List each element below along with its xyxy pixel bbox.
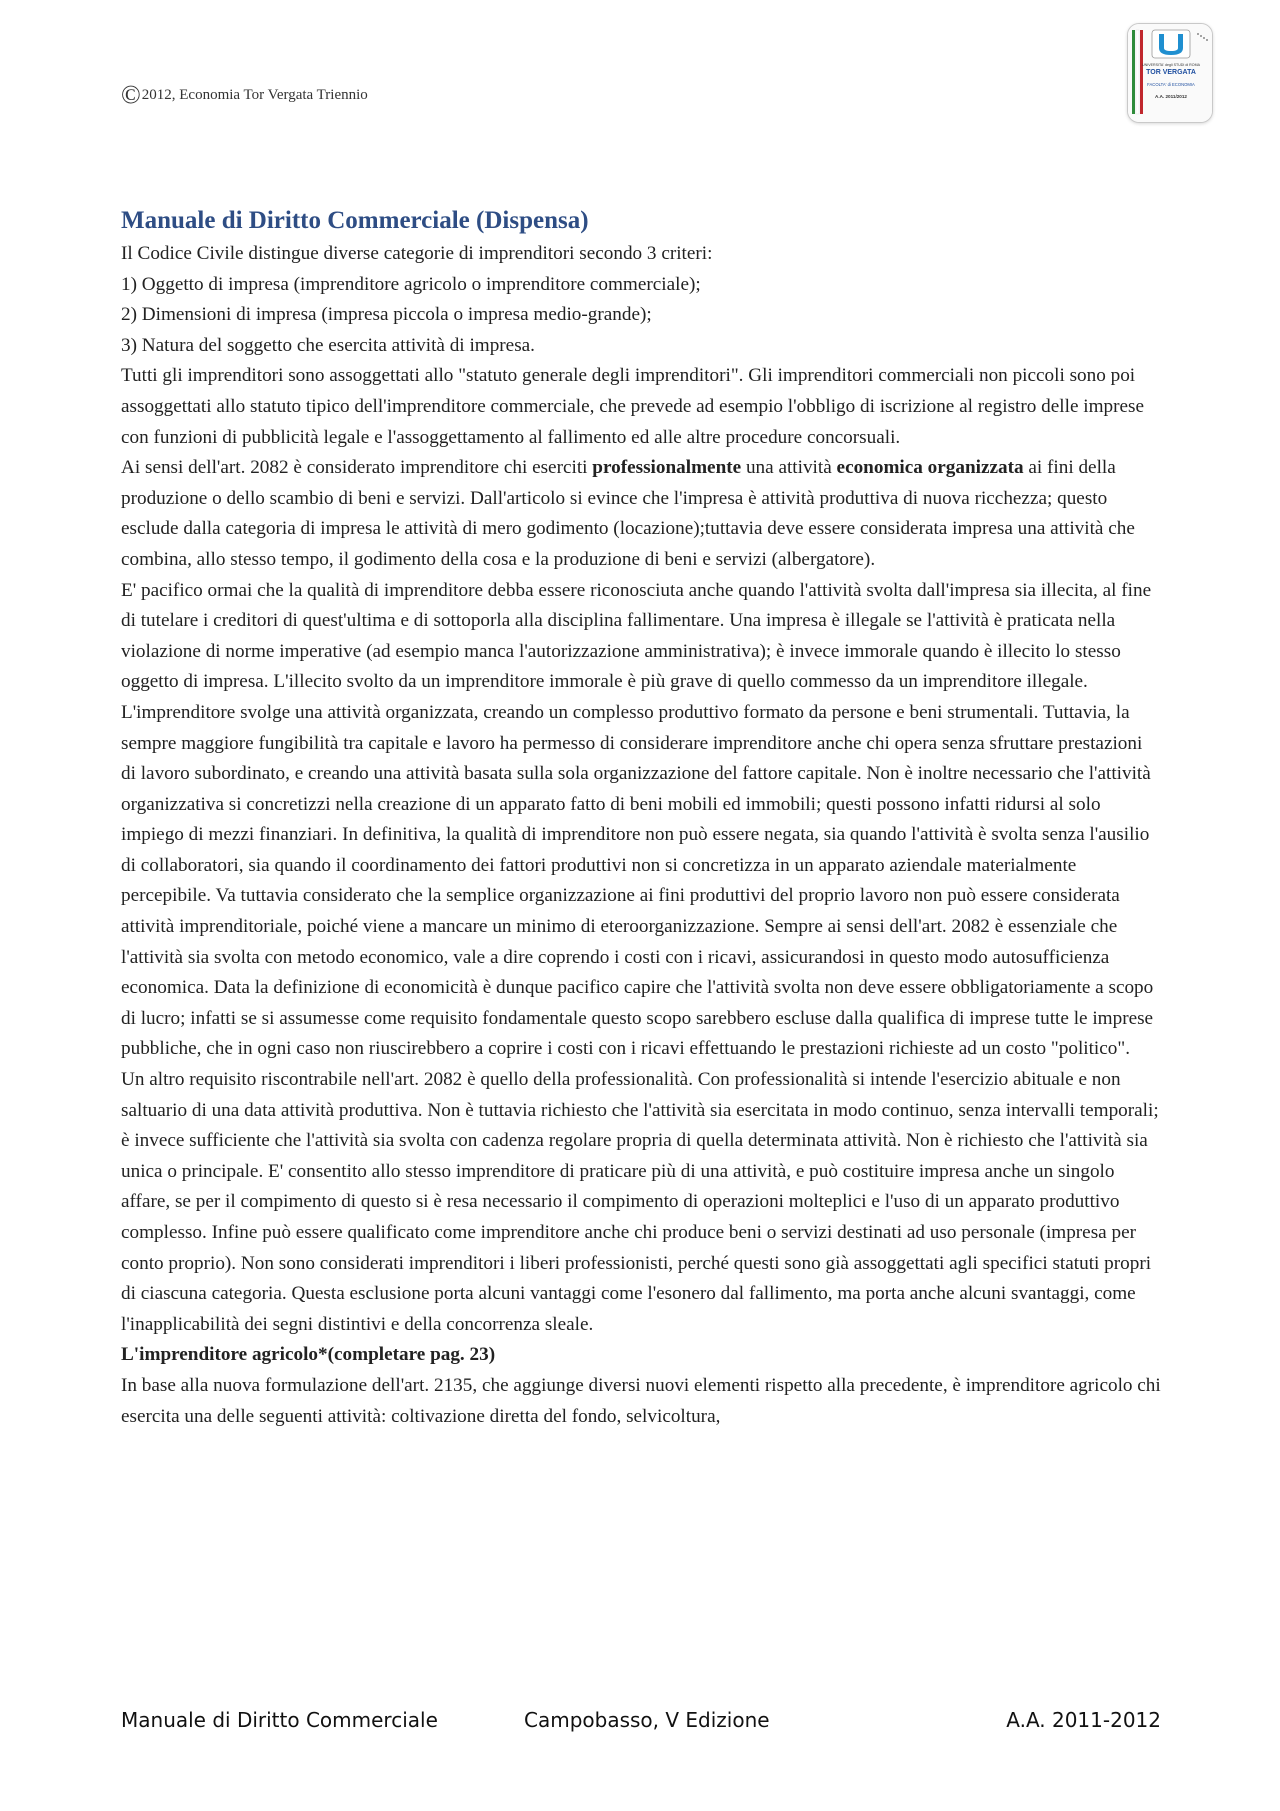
university-logo xyxy=(1127,23,1213,123)
paragraph-illecita: E' pacifico ormai che la qualità di imprenditore debba essere riconosciuta anche quando l'attività svolta dall'impresa sia illecita, al fine di tutelare i creditori di quest'ultima e di sottoporla alla disciplina fallimentare. Una impresa è illegale se l'attività è praticata nella violazione di norme imperative (ad esempio manca l'autorizzazione amministrativa); è invece immorale quando è illecito lo stesso oggetto di impresa. L'illecito svolto da un imprenditore immorale è più grave di quello commesso da un imprenditore illegale. xyxy=(121,579,1152,693)
logo-line4: A.A. 2011/2012 xyxy=(1155,94,1187,99)
paragraph-art2082: Ai sensi dell'art. 2082 è considerato imprenditore chi eserciti professionalmente una attività economica organizzata ai fini della produzione o dello scambio di beni e servizi. Dall'articolo si evince che l'impresa è attività produttiva di nuova ricchezza; questo esclude dalla categoria di impresa le attività di mero godimento (locazione);tuttavia deve essere considerata impresa una attività che combina, allo stesso tempo, il godimento della cosa e la produzione di beni e servizi (albergatore). xyxy=(121,457,1135,570)
section-heading: L'imprenditore agricolo*(completare pag. 23) xyxy=(121,1344,496,1366)
paragraph-statuto: Tutti gli imprenditori sono assoggettati allo "statuto generale degli imprenditori". Gli imprenditori commerciali non piccoli sono poi assoggettati allo statuto tipico dell'imprenditore commerciale, che prevede ad esempio l'obbligo di iscrizione al registro delle imprese con funzioni di pubblicità legale e l'assoggettamento al fallimento ed alle altre procedure concorsuali. xyxy=(121,365,1144,448)
bold-term: economica organizzata xyxy=(836,457,1024,479)
paragraph-professionalita: Un altro requisito riscontrabile nell'art. 2082 è quello della professionalità. Con professionalità si intende l'esercizio abituale e non saltuario di una data attività produttiva. Non è tuttavia richiesto che l'attività sia esercitata in modo continuo, senza intervalli temporali; è invece sufficiente che l'attività sia svolta con cadenza regolare propria di quella determinata attività. Non è richiesto che l'attività sia unica o principale. E' consentito allo stesso imprenditore di praticare più di una attività, e può costituire impresa anche un singolo affare, se per il compimento di questo si è resa necessario il compimento di operazioni molteplici e l'uso di un apparato produttivo complesso. Infine può essere qualificato come imprenditore anche chi produce beni o servizi destinati ad uso personale (impresa per conto proprio). Non sono considerati imprenditori i liberi professionisti, perché questi sono già assoggettati agli specifici statuti propri di ciascuna categoria. Questa esclusione porta alcuni vantaggi come l'esonero dal fallimento, ma porta anche alcuni svantaggi, come l'inapplicabilità dei segni distintivi e della concorrenza sleale. xyxy=(121,1069,1159,1335)
copyright-header xyxy=(121,80,368,110)
university-crest-icon xyxy=(1128,24,1212,122)
logo-line1: UNIVERSITA' degli STUDI di ROMA xyxy=(1142,63,1200,67)
paragraph-agricolo: In base alla nuova formulazione dell'art. 2135, che aggiunge diversi nuovi elementi rispetto alla precedente, è imprenditore agricolo chi esercita una delle seguenti attività: coltivazione diretta del fondo, selvicoltura, xyxy=(121,1374,1161,1427)
footer-center: Campobasso, V Edizione xyxy=(524,1708,770,1732)
copyright-text: 2012, Economia Tor Vergata Triennio xyxy=(141,87,368,103)
logo-line2: TOR VERGATA xyxy=(1146,69,1196,76)
copyright-symbol: © xyxy=(121,80,141,109)
bold-term: professionalmente xyxy=(592,457,742,479)
intro-line: 1) Oggetto di impresa (imprenditore agricolo o imprenditore commerciale); xyxy=(121,273,701,295)
document-body xyxy=(121,203,1161,1432)
intro-line: 2) Dimensioni di impresa (impresa piccola o impresa medio-grande); xyxy=(121,304,652,326)
paragraph-organizzata: L'imprenditore svolge una attività organizzata, creando un complesso produttivo formato da persone e beni strumentali. Tuttavia, la sempre maggiore fungibilità tra capitale e lavoro ha permesso di considerare imprenditore anche chi opera senza sfruttare prestazioni di lavoro subordinato, e creando una attività basata sulla sola organizzazione del fattore capitale. Non è inoltre necessario che l'attività organizzativa si concretizzi nella creazione di un apparato fatto di beni mobili ed immobili; questi possono infatti ridursi al solo impiego di mezzi finanziari. In definitiva, la qualità di imprenditore non può essere negata, sia quando l'attività è svolta senza l'ausilio di collaboratori, sia quando il coordinamento dei fattori produttivi non si concretizza in un apparato aziendale materialmente percepibile. Va tuttavia considerato che la semplice organizzazione ai fini produttivi del proprio lavoro non può essere considerata attività imprenditoriale, poiché viene a mancare un minimo di eteroorganizzazione. Sempre ai sensi dell'art. 2082 è essenziale che l'attività sia svolta con metodo economico, vale a dire coprendo i costi con i ricavi, assicurandosi in questo modo autosufficienza economica. Data la definizione di economicità è dunque pacifico capire che l'attività svolta non deve essere obbligatoriamente a scopo di lucro; infatti se si assumesse come requisito fondamentale questo scopo sarebbero escluse dalla qualifica di imprese tutte le imprese pubbliche, che in ogni caso non riuscirebbero a coprire i costi con i ricavi effettuando le prestazioni richieste ad un costo "politico". xyxy=(121,701,1154,1060)
intro-line: 3) Natura del soggetto che esercita attività di impresa. xyxy=(121,334,535,356)
page-footer xyxy=(121,1708,1161,1738)
logo-line3: FACOLTA' di ECONOMIA xyxy=(1147,82,1195,87)
document-title: Manuale di Diritto Commerciale (Dispensa) xyxy=(121,207,589,234)
intro-line: Il Codice Civile distingue diverse categorie di imprenditori secondo 3 criteri: xyxy=(121,243,713,264)
footer-right: A.A. 2011-2012 xyxy=(1006,1708,1161,1732)
footer-left: Manuale di Diritto Commerciale xyxy=(121,1708,438,1732)
